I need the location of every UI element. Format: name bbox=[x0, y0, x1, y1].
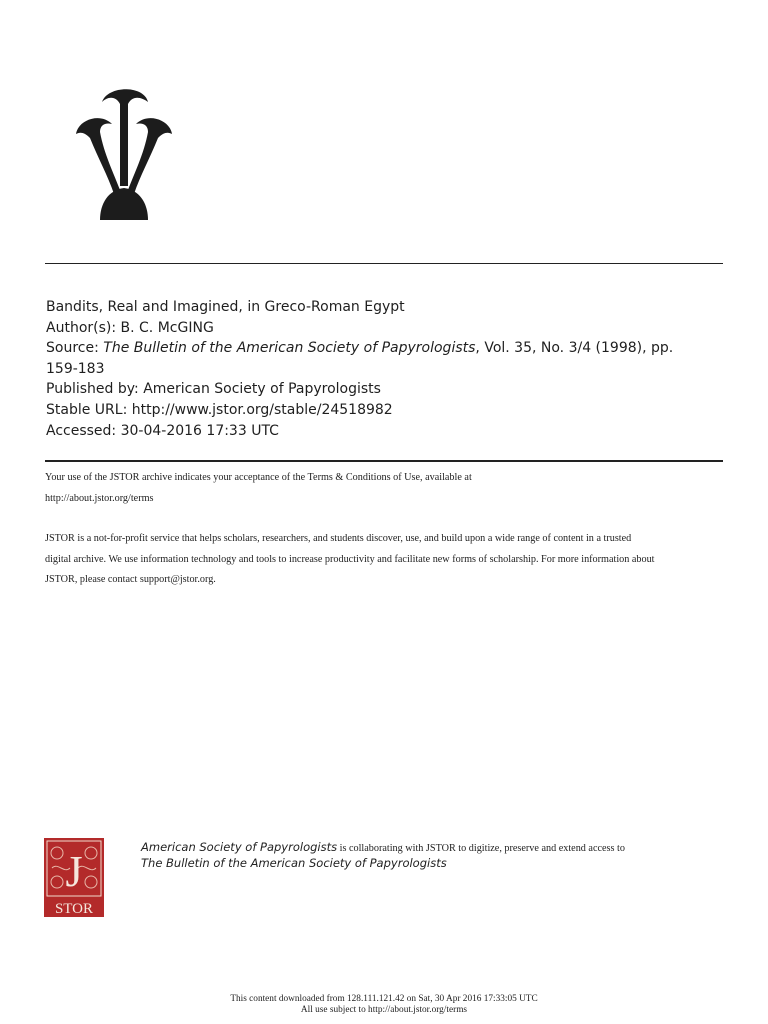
collab-publisher: American Society of Papyrologists bbox=[141, 840, 338, 854]
terms-notice bbox=[45, 468, 735, 509]
collab-text: is collaborating with JSTOR to digitize, preserve and extend access to bbox=[337, 843, 625, 854]
stable-url-label: Stable URL: bbox=[46, 401, 132, 418]
publisher-line bbox=[46, 379, 726, 400]
top-divider bbox=[45, 263, 723, 264]
accessed-line bbox=[46, 421, 726, 442]
author-name: B. C. McGING bbox=[120, 319, 214, 336]
source-journal: The Bulletin of the American Society of Papyrologists bbox=[103, 340, 476, 357]
terms-link[interactable]: http://about.jstor.org/terms bbox=[45, 492, 154, 504]
jstor-logo-icon bbox=[44, 838, 104, 917]
collab-line-1 bbox=[141, 840, 741, 856]
article-title: Bandits, Real and Imagined, in Greco-Roman Egypt bbox=[46, 299, 405, 315]
source-details: , Vol. 35, No. 3/4 (1998), pp. bbox=[475, 340, 674, 357]
middle-divider bbox=[45, 460, 723, 462]
source-label: Source: bbox=[46, 340, 104, 357]
author-label: Author(s): bbox=[46, 319, 121, 336]
footer-line-2: All use subject to http://about.jstor.org/terms bbox=[300, 1005, 468, 1015]
publisher-name: American Society of Papyrologists bbox=[143, 381, 381, 398]
stable-url-link[interactable]: http://www.jstor.org/stable/24518982 bbox=[131, 401, 393, 418]
terms-text: Your use of the JSTOR archive indicates your acceptance of the Terms & Conditions of Use, available at bbox=[45, 472, 472, 483]
publisher-logo-icon bbox=[72, 82, 176, 224]
source-line bbox=[46, 338, 726, 359]
about-line-3: JSTOR, please contact support@jstor.org. bbox=[45, 574, 216, 585]
logo-letter: J bbox=[65, 847, 83, 896]
collab-journal: The Bulletin of the American Society of Papyrologists bbox=[141, 856, 447, 870]
author-line bbox=[46, 318, 726, 339]
source-pages: 159-183 bbox=[46, 360, 105, 377]
about-line-1: JSTOR is a not-for-profit service that helps scholars, researchers, and students discover, use, and build upon a wide range of content in a trusted bbox=[45, 533, 632, 544]
logo-wordmark: STOR bbox=[54, 901, 94, 917]
jstor-about bbox=[45, 529, 735, 591]
collaboration-notice bbox=[141, 840, 741, 870]
publisher-label: Published by: bbox=[46, 381, 144, 398]
about-line-2: digital archive. We use information technology and tools to increase productivity and facilitate new forms of scholarship. For more information about bbox=[45, 553, 655, 565]
download-footer bbox=[0, 994, 768, 1016]
accessed-date: 30-04-2016 17:33 UTC bbox=[120, 422, 279, 439]
footer-line-1: This content downloaded from 128.111.121.42 on Sat, 30 Apr 2016 17:33:05 UTC bbox=[230, 994, 538, 1004]
stable-url-line bbox=[46, 400, 726, 421]
accessed-label: Accessed: bbox=[46, 422, 121, 439]
citation-block bbox=[46, 297, 726, 441]
